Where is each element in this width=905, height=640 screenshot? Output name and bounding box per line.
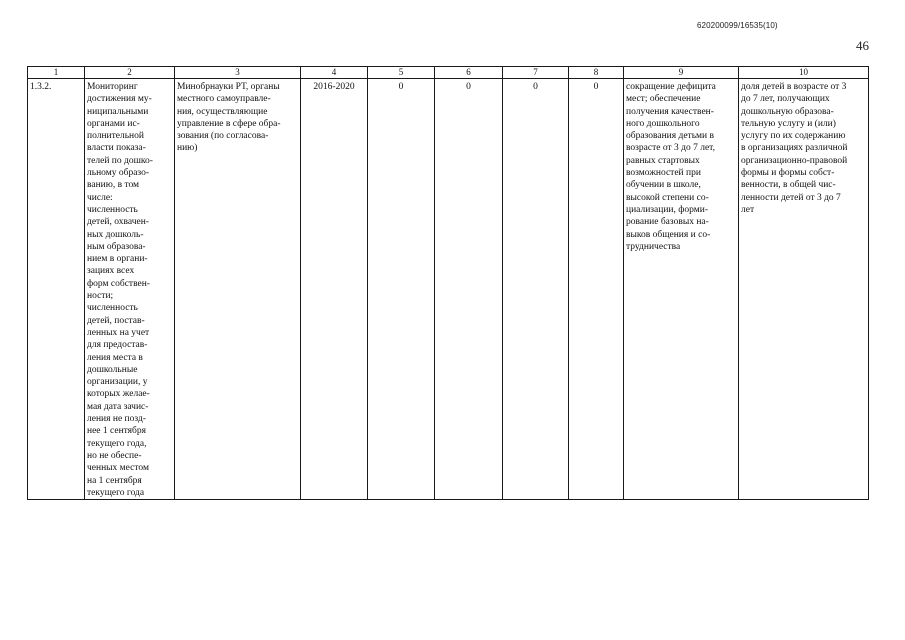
plan-table [27, 66, 869, 500]
column-header-9: 9 [624, 67, 739, 79]
result-cell: сокращение дефицита мест; обеспечение получения качествен- ного дошкольного образования детьми в возрасте от 3 до 7 лет, равных стартовых возможностей при обучении в школе, высокой степени со- циализации, форми- рование базовых на- выков общения и со- трудничества [624, 79, 739, 500]
value-cell-7: 0 [503, 79, 569, 500]
column-header-4: 4 [301, 67, 368, 79]
column-header-2: 2 [85, 67, 175, 79]
value-cell-8: 0 [569, 79, 624, 500]
executor-cell: Минобрнауки РТ, органы местного самоуправле- ния, осуществляющие управление в сфере обра- зования (по согласова- нию) [175, 79, 301, 500]
column-number-row [28, 67, 869, 79]
value-cell-5: 0 [368, 79, 435, 500]
column-header-6: 6 [435, 67, 503, 79]
column-header-7: 7 [503, 67, 569, 79]
indicator-cell: доля детей в возрасте от 3 до 7 лет, получающих дошкольную образова- тельную услугу и (или) услугу по их содержанию в организациях различной организационно-правовой формы и формы собст- венности, в общей чис- ленности детей от 3 до 7 лет [739, 79, 869, 500]
row-number-cell: 1.3.2. [28, 79, 85, 500]
value-cell-6: 0 [435, 79, 503, 500]
column-header-10: 10 [739, 67, 869, 79]
period-cell: 2016-2020 [301, 79, 368, 500]
column-header-5: 5 [368, 67, 435, 79]
table-row [28, 79, 869, 500]
column-header-3: 3 [175, 67, 301, 79]
document-id: 620200099/16535(10) [697, 21, 778, 30]
page-number: 46 [856, 38, 869, 53]
column-header-1: 1 [28, 67, 85, 79]
activity-cell: Мониторинг достижения му- ниципальными органами ис- полнительной власти показа- телей по дошко- льному образо- ванию, в том числе: численность детей, охвачен- ных дошколь- ным образова- нием в органи- зациях всех форм собствен- ности; численность детей, постав- ленных на учет для предостав- ления места в дошкольные организации, у которых желае- мая дата зачис- ления не позд- нее 1 сентября текущего года, но не обеспе- ченных местом на 1 сентября текущего года [85, 79, 175, 500]
column-header-8: 8 [569, 67, 624, 79]
